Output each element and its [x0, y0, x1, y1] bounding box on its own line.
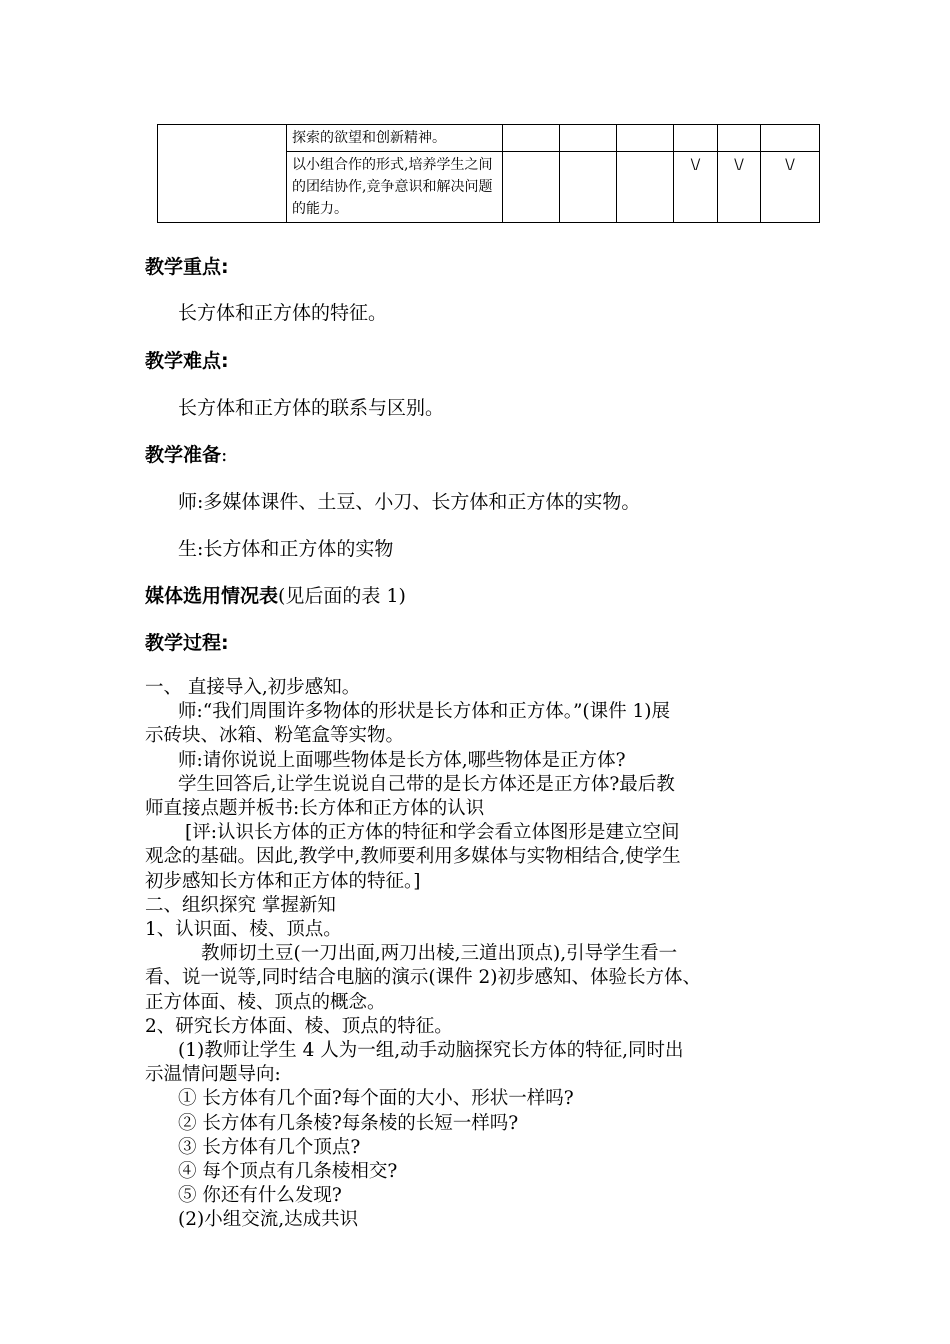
process-line: ② 长方体有几条棱?每条棱的长短一样吗?: [178, 1112, 519, 1134]
table-cell-check: [674, 125, 718, 152]
media-heading: [145, 581, 406, 608]
process-body: [145, 676, 810, 1233]
key-points-text: 长方体和正方体的特征。: [178, 302, 388, 324]
process-line: 示砖块、冰箱、粉笔盒等实物。: [145, 725, 405, 747]
objectives-table: [157, 124, 820, 223]
process-line: 师:“我们周围许多物体的形状是长方体和正方体。”(课件 1)展: [178, 701, 670, 723]
difficult-points-heading: 教学难点:: [145, 350, 229, 372]
preparation-teacher: 师:多媒体课件、土豆、小刀、长方体和正方体的实物。: [178, 491, 641, 513]
process-line: [评:认识长方体的正方体的特征和学会看立体图形是建立空间: [185, 822, 680, 844]
process-line: 学生回答后,让学生说说自己带的是长方体还是正方体?最后教: [178, 773, 675, 795]
table-cell-check: [761, 125, 820, 152]
table-cell-check: [718, 125, 761, 152]
table-cell-goal: 以小组合作的形式,培养学生之间的团结协作,竞争意识和解决问题的能力。: [287, 152, 503, 223]
process-line: (2)小组交流,达成共识: [178, 1209, 359, 1231]
process-line: 观念的基础。因此,教学中,教师要利用多媒体与实物相结合,使学生: [145, 846, 681, 868]
media-heading-note: (见后面的表 1): [278, 585, 406, 607]
process-line: 教师切土豆(一刀出面,两刀出棱,三道出顶点),引导学生看一: [201, 943, 678, 965]
table-cell-check: [560, 125, 617, 152]
difficult-points-text: 长方体和正方体的联系与区别。: [178, 397, 445, 419]
process-line: ① 长方体有几个面?每个面的大小、形状一样吗?: [178, 1088, 574, 1110]
process-line: ③ 长方体有几个顶点?: [178, 1136, 361, 1158]
process-line: (1)教师让学生 4 人为一组,动手动脑探究长方体的特征,同时出: [178, 1040, 684, 1062]
process-line: 师:请你说说上面哪些物体是长方体,哪些物体是正方体?: [178, 749, 626, 771]
media-heading-label: 媒体选用情况表: [145, 585, 279, 607]
table-cell-check: [617, 152, 674, 223]
preparation-student: 生:长方体和正方体的实物: [178, 538, 394, 560]
preparation-heading: [145, 440, 227, 467]
process-line: 2、研究长方体面、棱、顶点的特征。: [145, 1015, 453, 1037]
process-line: 师直接点题并板书:长方体和正方体的认识: [145, 798, 485, 820]
process-line: 正方体面、棱、顶点的概念。: [145, 991, 386, 1013]
table-cell-check: [617, 125, 674, 152]
preparation-heading-label: 教学准备: [145, 444, 222, 466]
process-line: ④ 每个顶点有几条棱相交?: [178, 1161, 398, 1183]
process-line: ⑤ 你还有什么发现?: [178, 1185, 342, 1207]
table-cell-check: [503, 125, 560, 152]
process-line: 1、认识面、棱、顶点。: [145, 919, 342, 941]
table-cell-empty: [158, 125, 287, 223]
table-cell-check: \/: [718, 152, 761, 223]
process-heading: 教学过程:: [145, 632, 229, 654]
table-cell-check: [503, 152, 560, 223]
key-points-heading: 教学重点:: [145, 256, 229, 278]
preparation-heading-colon: :: [221, 444, 228, 466]
table-cell-goal: 探索的欲望和创新精神。: [287, 125, 503, 152]
process-line: 一、 直接导入,初步感知。: [145, 677, 361, 698]
table-cell-check: \/: [674, 152, 718, 223]
process-line: 二、组织探究 掌握新知: [145, 894, 336, 916]
table-cell-check: \/: [761, 152, 820, 223]
process-line: 示温情问题导向:: [145, 1064, 281, 1086]
table-row: [158, 125, 820, 152]
process-line: 看、说一说等,同时结合电脑的演示(课件 2)初步感知、体验长方体、: [145, 967, 701, 989]
process-line: 初步感知长方体和正方体的特征。]: [145, 870, 421, 892]
table-cell-check: [560, 152, 617, 223]
